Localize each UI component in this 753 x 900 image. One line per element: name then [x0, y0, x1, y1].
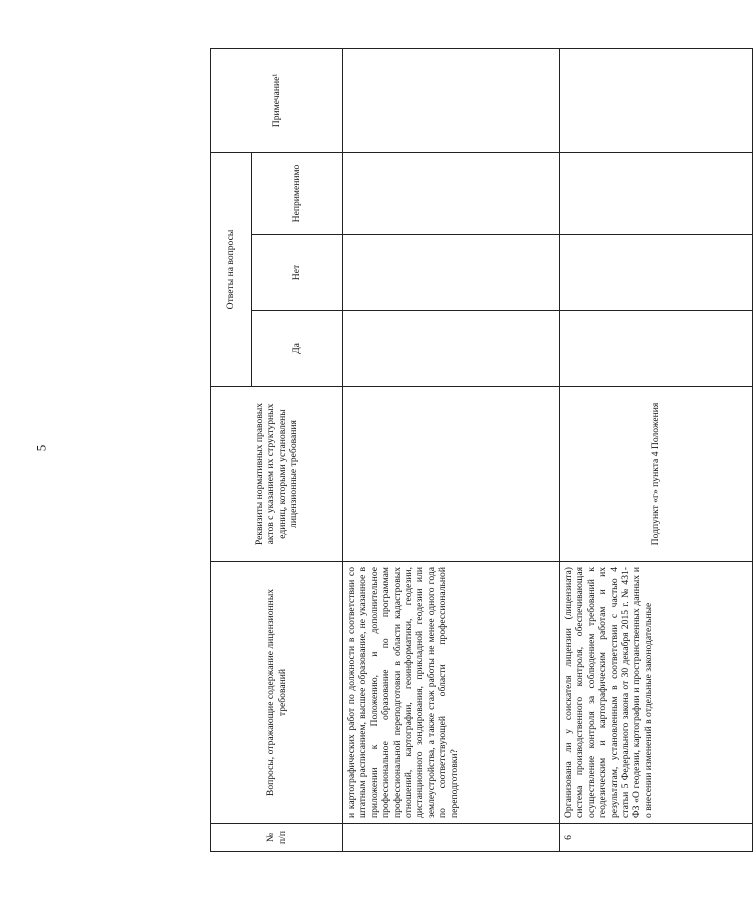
- header-row: [211, 49, 252, 852]
- header-num: № п/п: [211, 824, 343, 852]
- row-question: Организована ли у соискателя лицензии (лицензиата) система производственного контроля, обеспечивающая осуществление контроля за соблюдением требований к геодезическим и картографическим работам и их результатам, установленным в соответствии с частью 4 статьи 5 Федерального закона от 30 декабря 2015 г. № 431-ФЗ «О геодезии, картографии и пространственных данных и о внесении изменений в отдельные законодательные: [560, 562, 753, 824]
- answer-yes-cell[interactable]: [343, 311, 560, 387]
- answer-no-cell[interactable]: [560, 235, 753, 311]
- answer-yes-cell[interactable]: [560, 311, 753, 387]
- header-requisites: Реквизиты нормативных правовых актов с указанием их структурных единиц, которыми установлены лицензионные требования: [211, 387, 343, 562]
- header-not-applicable: Неприменимо: [252, 152, 343, 234]
- header-yes: Да: [252, 311, 343, 387]
- header-answers-group: Ответы на вопросы: [211, 152, 252, 386]
- table-row: [343, 49, 560, 852]
- checklist-sheet: [210, 48, 662, 852]
- checklist-table: [210, 48, 753, 852]
- header-question: Вопросы, отражающие содержание лицензионных требований: [211, 562, 343, 824]
- row-num: [343, 824, 560, 852]
- header-no: Нет: [252, 235, 343, 311]
- row-num: 6: [560, 824, 753, 852]
- row-requisites: [343, 387, 560, 562]
- header-note: Примечание¹: [211, 49, 343, 153]
- table-row: [560, 49, 753, 852]
- answer-not-applicable-cell[interactable]: [343, 152, 560, 234]
- note-cell[interactable]: [560, 49, 753, 153]
- answer-not-applicable-cell[interactable]: [560, 152, 753, 234]
- row-requisites: Подпункт «г» пункта 4 Положения: [560, 387, 753, 562]
- answer-no-cell[interactable]: [343, 235, 560, 311]
- page-number: 5: [33, 444, 49, 452]
- row-question: и картографических работ по должности в соответствии со штатным расписанием, высшее образование, не указанное в приложении к Положению, и дополнительное профессиональное образование по программам профессиональной переподготовки в области кадастровых отношений, картографии, геоинформатики, геодезии, дистанционного зондирования, прикладной геодезии или землеустройства, а также стаж работы не менее одного года по соответствующей области профессиональной переподготовки?: [343, 562, 560, 824]
- note-cell[interactable]: [343, 49, 560, 153]
